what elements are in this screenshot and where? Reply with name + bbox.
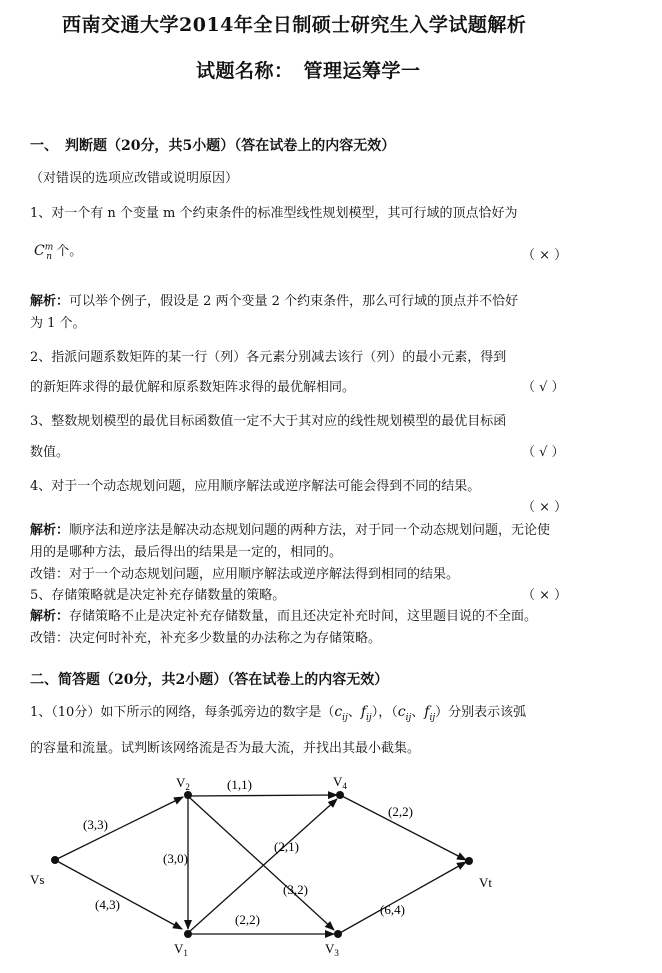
edge-label-v2-v4: (1,1)	[227, 777, 252, 792]
node-v3	[334, 930, 342, 938]
edge-v3-vt	[338, 862, 466, 934]
question-1-explanation-cont: 为 1 个。	[30, 316, 86, 331]
edge-v2-v3	[190, 798, 334, 930]
node-vt	[465, 857, 473, 865]
node-v2	[184, 791, 192, 799]
question-5-line-1: 5、存储策略就是决定补充存储数量的策略。	[30, 588, 286, 603]
question-2-line-1: 2、指派问题系数矩阵的某一行（列）各元素分别减去该行（列）的最小元素，得到	[30, 350, 507, 365]
question-2-line-2: 的新矩阵求得的最优解和原系数矩阵求得的最优解相同。	[30, 380, 356, 395]
edge-label-v1-v4: (2,1)	[274, 839, 299, 854]
question-5-correction: 改错：决定何时补充，补充多少数量的办法称之为存储策略。	[30, 631, 382, 646]
node-label-vs: Vs	[30, 872, 45, 887]
section-instruction: （对错误的选项应改错或说明原因）	[30, 171, 239, 186]
node-label-v3: $V_3$	[325, 941, 339, 958]
document-title: 西南交通大学2014年全日制硕士研究生入学试题解析	[62, 14, 527, 36]
edge-label-vs-v1: (4,3)	[95, 897, 120, 912]
section-heading-judgment: 一、 判断题（20分，共5小题）（答在试卷上的内容无效）	[30, 138, 396, 154]
short-answer-q1-line-2: 的容量和流量。试判断该网络流是否为最大流，并找出其最小截集。	[30, 741, 421, 756]
edge-label-v1-v3: (2,2)	[235, 912, 260, 927]
node-v1	[184, 930, 192, 938]
question-4-explanation-cont: 用的是哪种方法，最后得出的结果是一定的，相同的。	[30, 545, 343, 560]
node-label-vt: Vt	[479, 875, 492, 890]
edge-v2-v4	[189, 795, 337, 796]
edge-label-vs-v2: (3,3)	[83, 817, 108, 832]
combination-symbol: $C^m_n$	[34, 242, 54, 262]
exam-subject: 试题名称： 管理运筹学一	[196, 60, 421, 82]
question-1-line-2: $C^m_n$ 个。	[34, 242, 83, 262]
edge-vs-v1	[55, 860, 182, 929]
question-3-line-2: 数值。	[30, 445, 70, 460]
node-v4	[336, 791, 344, 799]
network-flow-diagram	[0, 760, 662, 973]
question-3-line-1: 3、整数规划模型的最优目标函数值一定不大于其对应的线性规划模型的最优目标函	[30, 414, 507, 429]
node-label-v4: $V_4$	[333, 774, 347, 791]
question-5-mark: （ × ）	[522, 588, 568, 603]
question-4-explanation: 解析：顺序法和逆序法是解决动态规划问题的两种方法，对于同一个动态规划问题，无论使	[30, 523, 551, 538]
question-1-line-1: 1、对一个有 n 个变量 m 个约束条件的标准型线性规划模型，其可行域的顶点恰好为	[30, 206, 518, 221]
edge-label-v4-vt: (2,2)	[388, 804, 413, 819]
question-4-mark: （ × ）	[522, 500, 568, 515]
question-2-mark: （ √ ）	[522, 380, 565, 395]
question-4-line-1: 4、对于一个动态规划问题，应用顺序解法或逆序解法可能会得到不同的结果。	[30, 479, 481, 494]
edge-label-v3-vt: (6,4)	[380, 902, 405, 917]
question-1-mark: （ × ）	[522, 248, 568, 263]
edge-label-v2-v3: (3,2)	[283, 882, 308, 897]
node-label-v1: $V_1$	[174, 941, 188, 958]
question-1-explanation: 解析：可以举个例子，假设是 2 两个变量 2 个约束条件，那么可行域的顶点并不恰好	[30, 294, 519, 309]
question-5-explanation: 解析：存储策略不止是决定补充存储数量，而且还决定补充时间，这里题目说的不全面。	[30, 609, 538, 624]
node-label-v2: $V_2$	[176, 775, 190, 792]
question-3-mark: （ √ ）	[522, 445, 565, 460]
edge-label-v2-v1: (3,0)	[163, 851, 188, 866]
question-4-correction: 改错：对于一个动态规划问题，应用顺序解法或逆序解法得到相同的结果。	[30, 567, 460, 582]
node-vs	[51, 856, 59, 864]
section-heading-short-answer: 二、简答题（20分，共2小题）（答在试卷上的内容无效）	[30, 672, 389, 688]
short-answer-q1-line-1: 1、（10分）如下所示的网络，每条弧旁边的数字是（$c_{ij}$、$f_{ij}$），（$c_{ij}$、$f_{ij}$）分别表示该弧	[30, 704, 527, 723]
